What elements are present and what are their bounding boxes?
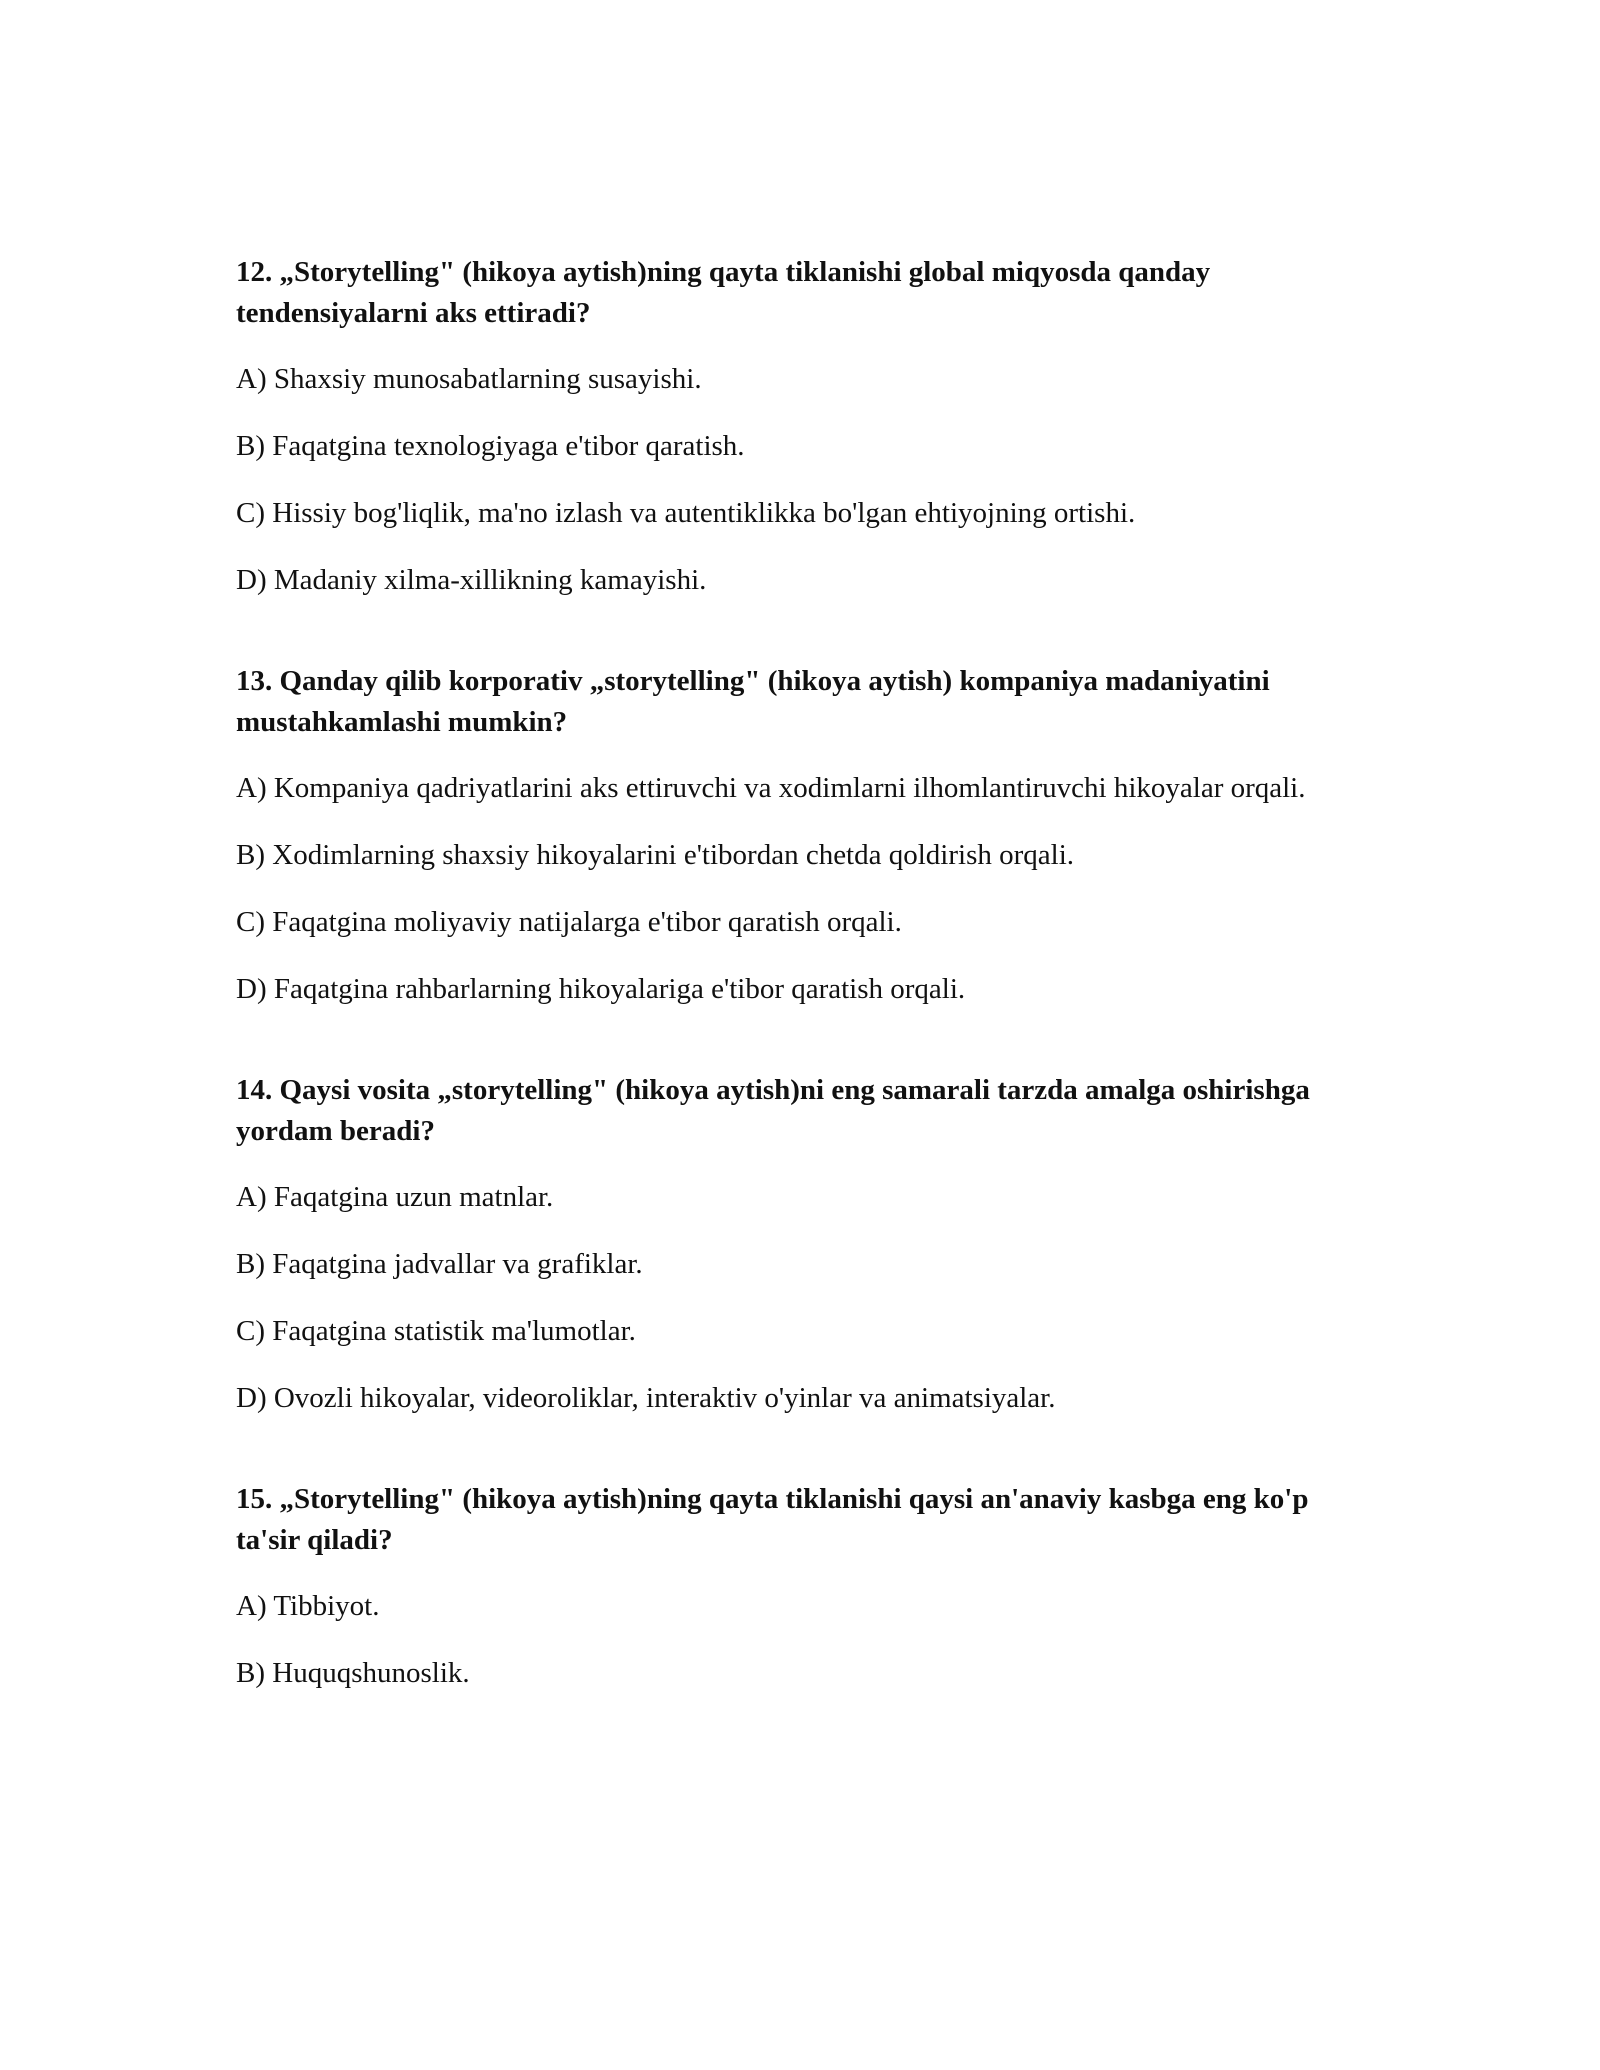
option-a: A) Tibbiyot. [236, 1590, 380, 1622]
option-d: D) Faqatgina rahbarlarning hikoyalariga e'tibor qaratish orqali. [236, 973, 966, 1005]
question-13 [236, 661, 1366, 1010]
question-12 [236, 252, 1366, 601]
question-14 [236, 1070, 1366, 1419]
option-b: B) Faqatgina texnologiyaga e'tibor qaratish. [236, 430, 745, 462]
option-a: A) Shaxsiy munosabatlarning susayishi. [236, 363, 702, 395]
option-d: D) Madaniy xilma-xillikning kamayishi. [236, 564, 707, 596]
question-title: 13. Qanday qilib korporativ „storytelling" (hikoya aytish) kompaniya madaniyatini mustahkamlashi mumkin? [236, 665, 1270, 738]
option-a: A) Kompaniya qadriyatlarini aks ettiruvchi va xodimlarni ilhomlantiruvchi hikoyalar orqali. [236, 772, 1306, 804]
question-15 [236, 1479, 1366, 1694]
option-b: B) Huquqshunoslik. [236, 1657, 470, 1689]
option-c: C) Faqatgina statistik ma'lumotlar. [236, 1315, 636, 1347]
option-a: A) Faqatgina uzun matnlar. [236, 1181, 554, 1213]
question-title: 12. „Storytelling" (hikoya aytish)ning qayta tiklanishi global miqyosda qanday tendensiyalarni aks ettiradi? [236, 256, 1211, 329]
question-title: 15. „Storytelling" (hikoya aytish)ning qayta tiklanishi qaysi an'anaviy kasbga eng ko'p ta'sir qiladi? [236, 1483, 1309, 1556]
option-c: C) Hissiy bog'liqlik, ma'no izlash va autentiklikka bo'lgan ehtiyojning ortishi. [236, 497, 1136, 529]
option-d: D) Ovozli hikoyalar, videoroliklar, interaktiv o'yinlar va animatsiyalar. [236, 1382, 1056, 1414]
option-b: B) Xodimlarning shaxsiy hikoyalarini e'tibordan chetda qoldirish orqali. [236, 839, 1074, 871]
question-list [236, 252, 1366, 1720]
question-title: 14. Qaysi vosita „storytelling" (hikoya aytish)ni eng samarali tarzda amalga oshirishga yordam beradi? [236, 1074, 1310, 1147]
option-b: B) Faqatgina jadvallar va grafiklar. [236, 1248, 643, 1280]
option-c: C) Faqatgina moliyaviy natijalarga e'tibor qaratish orqali. [236, 906, 902, 938]
